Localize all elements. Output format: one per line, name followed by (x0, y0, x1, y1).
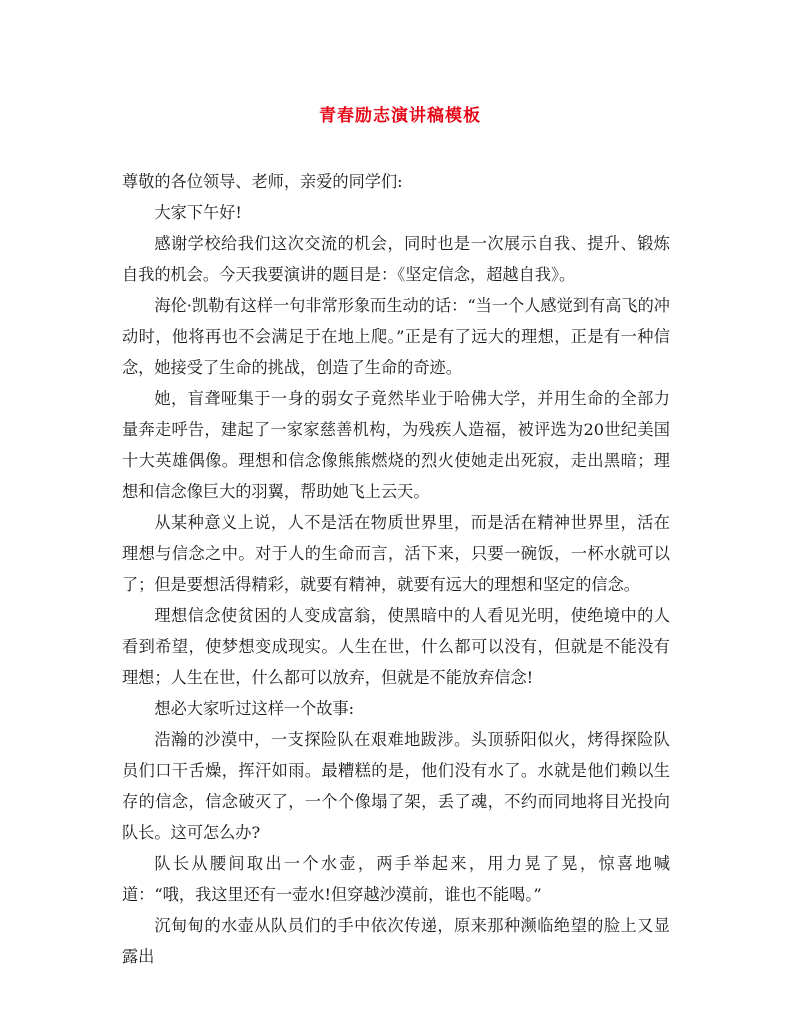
paragraph: 想必大家听过这样一个故事: (154, 699, 355, 718)
document-body (122, 166, 670, 972)
paragraph: 沉甸甸的水壶从队员们的手中依次传递，原来那种濒临绝望的脸上又显露出 (122, 916, 670, 966)
page-title: 青春励志演讲稿模板 (319, 106, 481, 126)
paragraph-salutation: 尊敬的各位领导、老师，亲爱的同学们: (122, 172, 403, 191)
paragraph: 浩瀚的沙漠中，一支探险队在艰难地跋涉。头顶骄阳似火，烤得探险队员们口干舌燥，挥汗如雨。最糟糕的是，他们没有水了。水就是他们赖以生存的信念，信念破灭了，一个个像塌了架，丢了魂，不约而同地将目光投向队长。这可怎么办? (122, 730, 670, 842)
paragraph: 从某种意义上说，人不是活在物质世界里，而是活在精神世界里，活在理想与信念之中。对于人的生命而言，活下来，只要一碗饭，一杯水就可以了；但是要想活得精彩，就要有精神，就要有远大的理想和坚定的信念。 (122, 513, 670, 594)
paragraph: 感谢学校给我们这次交流的机会，同时也是一次展示自我、提升、锻炼自我的机会。今天我要演讲的题目是：《坚定信念，超越自我》。 (122, 234, 670, 284)
paragraph: 队长从腰间取出一个水壶，两手举起来，用力晃了晃，惊喜地喊道：“哦，我这里还有一壶水!但穿越沙漠前，谁也不能喝。” (122, 854, 670, 904)
paragraph: 理想信念使贫困的人变成富翁，使黑暗中的人看见光明，使绝境中的人看到希望，使梦想变成现实。人生在世，什么都可以没有，但就是不能没有理想；人生在世，什么都可以放弃，但就是不能放弃信念! (122, 606, 670, 687)
paragraph: 海伦·凯勒有这样一句非常形象而生动的话：“当一个人感觉到有高飞的冲动时，他将再也不会满足于在地上爬。”正是有了远大的理想，正是有一种信念，她接受了生命的挑战，创造了生命的奇迹。 (122, 296, 670, 377)
paragraph-greeting: 大家下午好! (154, 203, 242, 222)
paragraph: 她，盲聋哑集于一身的弱女子竟然毕业于哈佛大学，并用生命的全部力量奔走呼告，建起了一家家慈善机构，为残疾人造福，被评选为20世纪美国十大英雄偶像。理想和信念像熊熊燃烧的烈火使她走出死寂，走出黑暗；理想和信念像巨大的羽翼，帮助她飞上云天。 (122, 389, 670, 501)
